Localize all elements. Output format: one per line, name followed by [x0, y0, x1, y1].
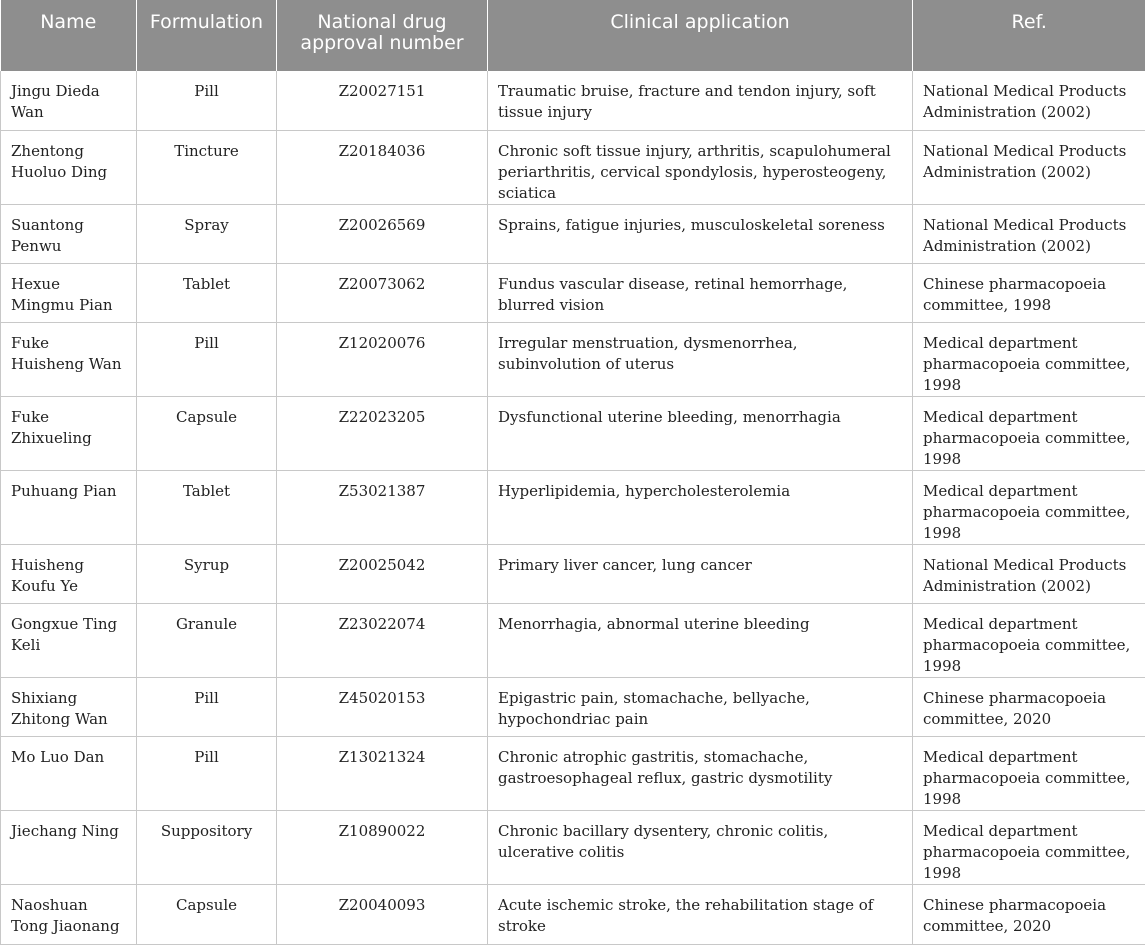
cell-name: Naoshuan Tong Jiaonang [1, 884, 137, 944]
header-row [1, 0, 1145, 71]
table-row [1, 470, 1145, 544]
table-row [1, 130, 1145, 204]
table-row [1, 71, 1145, 130]
cell-name: Huisheng Koufu Ye [1, 544, 137, 603]
table-row [1, 810, 1145, 884]
cell-ref: National Medical Products Administration (2002) [913, 130, 1145, 204]
cell-approval-number: Z20027151 [277, 71, 488, 130]
cell-clinical-application: Chronic bacillary dysentery, chronic colitis, ulcerative colitis [488, 810, 913, 884]
cell-approval-number: Z10890022 [277, 810, 488, 884]
cell-name: Zhentong Huoluo Ding [1, 130, 137, 204]
cell-name: Mo Luo Dan [1, 736, 137, 810]
table-row [1, 263, 1145, 322]
cell-ref: Chinese pharmacopoeia committee, 2020 [913, 884, 1145, 944]
cell-approval-number: Z13021324 [277, 736, 488, 810]
table-row [1, 204, 1145, 263]
cell-ref: Medical department pharmacopoeia committee, 1998 [913, 603, 1145, 677]
header-name: Name [1, 0, 137, 71]
cell-formulation: Syrup [137, 544, 277, 603]
cell-name: Fuke Zhixueling [1, 396, 137, 470]
cell-formulation: Pill [137, 677, 277, 736]
cell-formulation: Capsule [137, 396, 277, 470]
cell-ref: Chinese pharmacopoeia committee, 2020 [913, 677, 1145, 736]
table-row [1, 603, 1145, 677]
table-row [1, 322, 1145, 396]
cell-ref: Medical department pharmacopoeia committee, 1998 [913, 810, 1145, 884]
cell-approval-number: Z12020076 [277, 322, 488, 396]
cell-approval-number: Z20026569 [277, 204, 488, 263]
cell-formulation: Spray [137, 204, 277, 263]
cell-formulation: Tincture [137, 130, 277, 204]
cell-formulation: Pill [137, 736, 277, 810]
cell-name: Shixiang Zhitong Wan [1, 677, 137, 736]
cell-name: Hexue Mingmu Pian [1, 263, 137, 322]
cell-formulation: Tablet [137, 470, 277, 544]
cell-name: Gongxue Ting Keli [1, 603, 137, 677]
cell-name: Suantong Penwu [1, 204, 137, 263]
cell-approval-number: Z20073062 [277, 263, 488, 322]
table-row [1, 884, 1145, 944]
cell-clinical-application: Irregular menstruation, dysmenorrhea, subinvolution of uterus [488, 322, 913, 396]
header-ref: Ref. [913, 0, 1145, 71]
cell-ref: National Medical Products Administration (2002) [913, 544, 1145, 603]
cell-formulation: Capsule [137, 884, 277, 944]
cell-name: Fuke Huisheng Wan [1, 322, 137, 396]
cell-clinical-application: Sprains, fatigue injuries, musculoskeletal soreness [488, 204, 913, 263]
cell-clinical-application: Menorrhagia, abnormal uterine bleeding [488, 603, 913, 677]
cell-approval-number: Z23022074 [277, 603, 488, 677]
cell-ref: Chinese pharmacopoeia committee, 1998 [913, 263, 1145, 322]
cell-clinical-application: Traumatic bruise, fracture and tendon injury, soft tissue injury [488, 71, 913, 130]
header-formulation: Formulation [137, 0, 277, 71]
cell-name: Jingu Dieda Wan [1, 71, 137, 130]
cell-clinical-application: Primary liver cancer, lung cancer [488, 544, 913, 603]
cell-name: Jiechang Ning [1, 810, 137, 884]
cell-formulation: Granule [137, 603, 277, 677]
cell-clinical-application: Hyperlipidemia, hypercholesterolemia [488, 470, 913, 544]
cell-formulation: Tablet [137, 263, 277, 322]
table-row [1, 677, 1145, 736]
table-row [1, 396, 1145, 470]
cell-approval-number: Z20184036 [277, 130, 488, 204]
cell-approval-number: Z20040093 [277, 884, 488, 944]
cell-ref: Medical department pharmacopoeia committee, 1998 [913, 470, 1145, 544]
table-body [1, 71, 1145, 944]
table-row [1, 736, 1145, 810]
cell-formulation: Pill [137, 322, 277, 396]
cell-clinical-application: Dysfunctional uterine bleeding, menorrhagia [488, 396, 913, 470]
cell-approval-number: Z20025042 [277, 544, 488, 603]
cell-ref: National Medical Products Administration (2002) [913, 71, 1145, 130]
table-header [1, 0, 1145, 71]
table-row [1, 544, 1145, 603]
cell-name: Puhuang Pian [1, 470, 137, 544]
cell-clinical-application: Epigastric pain, stomachache, bellyache, hypochondriac pain [488, 677, 913, 736]
cell-clinical-application: Acute ischemic stroke, the rehabilitation stage of stroke [488, 884, 913, 944]
cell-approval-number: Z22023205 [277, 396, 488, 470]
cell-clinical-application: Chronic atrophic gastritis, stomachache, gastroesophageal reflux, gastric dysmotility [488, 736, 913, 810]
cell-ref: Medical department pharmacopoeia committee, 1998 [913, 736, 1145, 810]
cell-approval-number: Z45020153 [277, 677, 488, 736]
cell-ref: Medical department pharmacopoeia committee, 1998 [913, 322, 1145, 396]
cell-ref: Medical department pharmacopoeia committee, 1998 [913, 396, 1145, 470]
cell-approval-number: Z53021387 [277, 470, 488, 544]
header-approval-number: National drug approval number [277, 0, 488, 71]
cell-formulation: Suppository [137, 810, 277, 884]
cell-ref: National Medical Products Administration (2002) [913, 204, 1145, 263]
header-clinical-application: Clinical application [488, 0, 913, 71]
cell-clinical-application: Chronic soft tissue injury, arthritis, scapulohumeral periarthritis, cervical spondylosis, hyperosteogeny, sciatica [488, 130, 913, 204]
cell-formulation: Pill [137, 71, 277, 130]
cell-clinical-application: Fundus vascular disease, retinal hemorrhage, blurred vision [488, 263, 913, 322]
